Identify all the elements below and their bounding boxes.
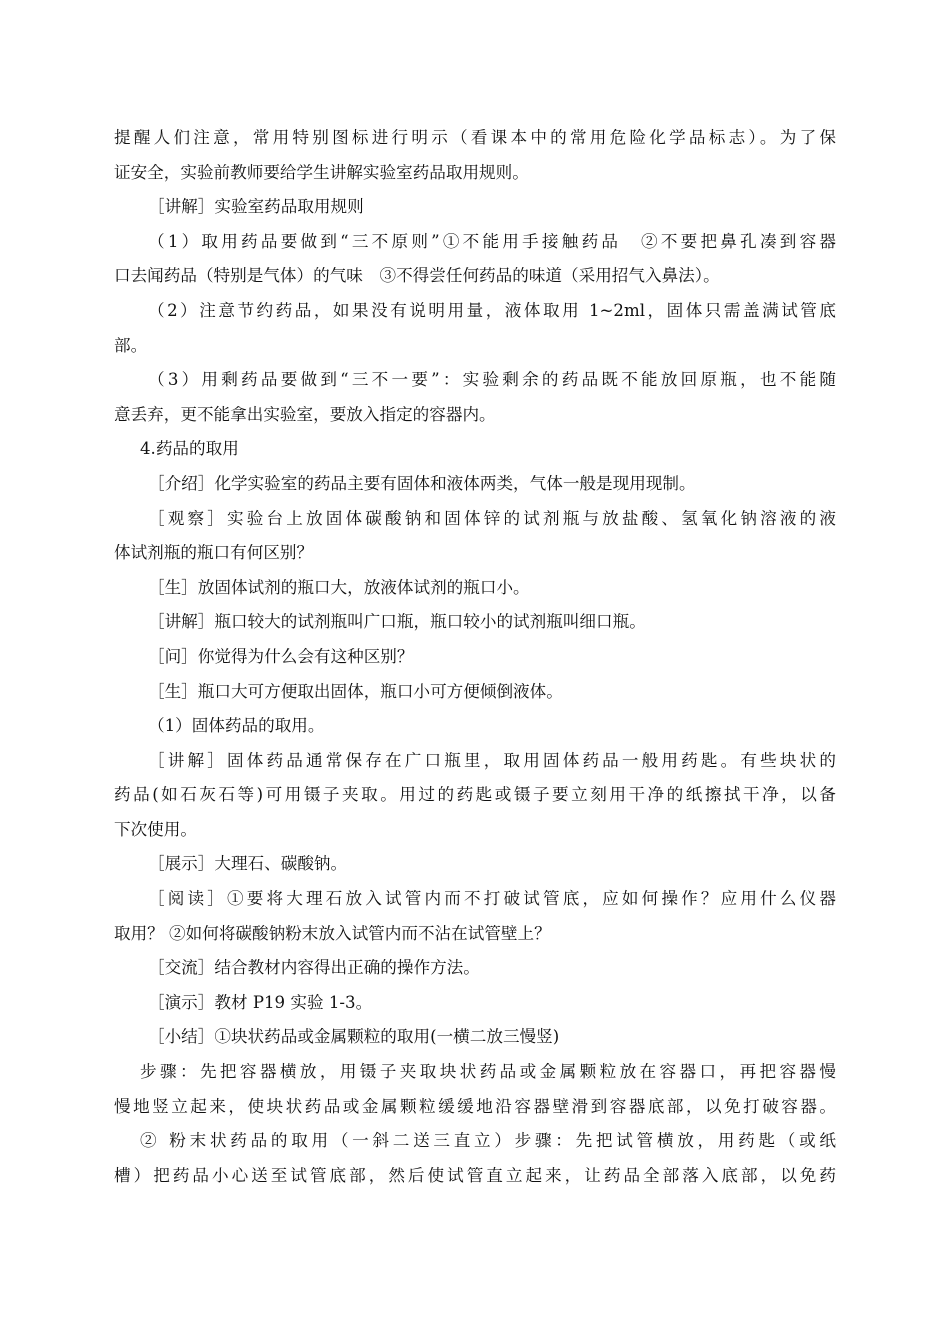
text-line: 步骤：先把容器横放，用镊子夹取块状药品或金属颗粒放在容器口，再把容器慢 bbox=[140, 1062, 836, 1082]
text-line: 体试剂瓶的瓶口有何区别？ bbox=[114, 543, 314, 563]
text-line: 证安全，实验前教师要给学生讲解实验室药品取用规则。 bbox=[114, 162, 529, 182]
text-line: 槽）把药品小心送至试管底部，然后使试管直立起来，让药品全部落入底部，以免药 bbox=[114, 1165, 836, 1185]
text-line: ［介绍］化学实验室的药品主要有固体和液体两类，气体一般是现用现制。 bbox=[148, 473, 696, 493]
text-line: 口去闻药品（特别是气体）的气味 ③不得尝任何药品的味道（采用招气入鼻法）。 bbox=[114, 266, 720, 286]
text-line: 取用？ ②如何将碳酸钠粉末放入试管内而不沾在试管壁上？ bbox=[114, 923, 551, 943]
text-line: 提醒人们注意，常用特别图标进行明示（看课本中的常用危险化学品标志）。为了保 bbox=[114, 128, 836, 147]
text-line: （3）用剩药品要做到“三不一要”：实验剩余的药品既不能放回原瓶，也不能随 bbox=[148, 370, 836, 390]
text-line: 下次使用。 bbox=[114, 819, 197, 839]
text-line: 慢地竖立起来，使块状药品或金属颗粒缓缓地沿容器壁滑到容器底部，以免打破容器。 bbox=[114, 1096, 836, 1116]
text-line: ［小结］①块状药品或金属颗粒的取用(一横二放三慢竖) bbox=[148, 1027, 560, 1047]
text-line: （1）固体药品的取用。 bbox=[148, 716, 325, 736]
text-line: ② 粉末状药品的取用（一斜二送三直立）步骤：先把试管横放，用药匙（或纸 bbox=[140, 1131, 836, 1151]
text-line: ［交流］结合教材内容得出正确的操作方法。 bbox=[148, 958, 480, 978]
text-line: ［观察］实验台上放固体碳酸钠和固体锌的试剂瓶与放盐酸、氢氧化钠溶液的液 bbox=[148, 508, 836, 528]
text-line: ［生］瓶口大可方便取出固体，瓶口小可方便倾倒液体。 bbox=[148, 681, 563, 701]
text-line: ［问］你觉得为什么会有这种区别？ bbox=[148, 646, 414, 666]
text-line: ［生］放固体试剂的瓶口大，放液体试剂的瓶口小。 bbox=[148, 577, 530, 597]
text-line: 药品(如石灰石等)可用镊子夹取。用过的药匙或镊子要立刻用干净的纸擦拭干净，以备 bbox=[114, 785, 836, 805]
text-line: （2）注意节约药品，如果没有说明用量，液体取用 1~2ml，固体只需盖满试管底 bbox=[148, 300, 836, 320]
text-line: ［展示］大理石、碳酸钠。 bbox=[148, 854, 348, 874]
text-line: ［演示］教材 P19 实验 1-3。 bbox=[148, 992, 373, 1012]
text-line: 意丢弃，更不能拿出实验室，要放入指定的容器内。 bbox=[114, 404, 496, 424]
text-line: ［讲解］固体药品通常保存在广口瓶里，取用固体药品一般用药匙。有些块状的 bbox=[148, 750, 836, 770]
text-line: 部。 bbox=[114, 335, 148, 355]
text-line: ［讲解］瓶口较大的试剂瓶叫广口瓶，瓶口较小的试剂瓶叫细口瓶。 bbox=[148, 612, 646, 632]
text-line: ［讲解］实验室药品取用规则 bbox=[148, 197, 364, 217]
text-line: （1）取用药品要做到“三不原则”①不能用手接触药品 ②不要把鼻孔凑到容器 bbox=[148, 231, 836, 251]
text-line: 4.药品的取用 bbox=[140, 439, 239, 459]
document-body bbox=[114, 121, 836, 1193]
text-line: ［阅读］①要将大理石放入试管内而不打破试管底，应如何操作？应用什么仪器 bbox=[148, 889, 836, 909]
